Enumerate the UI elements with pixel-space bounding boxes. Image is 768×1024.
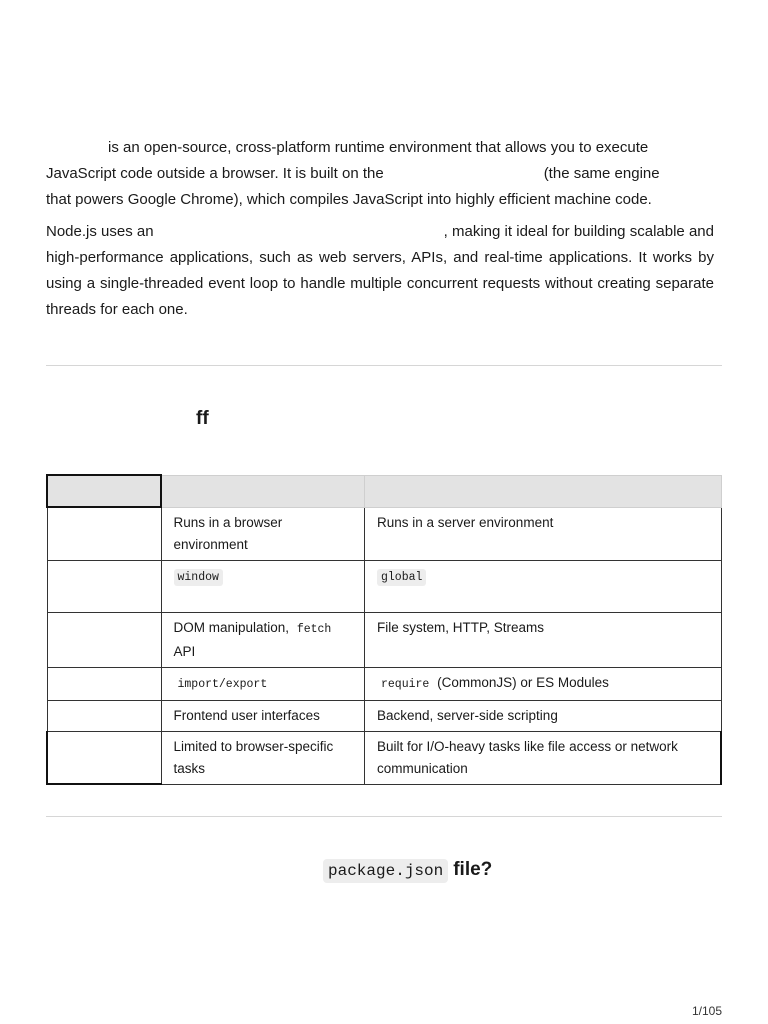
intro-text: , making it ideal for building scalable and high-performance applications, such as web servers, APIs, and real-time applications. It works by using a single-threaded event loop to handle multiple concurrent requests without creating separate threads for each one. (46, 223, 714, 318)
node-cell: File system, HTTP, Streams (365, 612, 722, 667)
code-snippet: require (381, 677, 430, 691)
header-cell-node (365, 475, 722, 507)
intro-text: (the same engine (543, 165, 660, 182)
intro-text: that powers Google Chrome), which compiles JavaScript into highly efficient machine code. (46, 191, 652, 208)
browser-cell (161, 667, 365, 700)
feature-cell (47, 560, 161, 612)
node-cell (365, 667, 722, 700)
intro-text: is an open-source, cross-platform runtime environment that allows you to execute (108, 139, 649, 156)
feature-cell (47, 667, 161, 700)
node-cell: Built for I/O-heavy tasks like file access or network communication (365, 731, 722, 784)
browser-cell (161, 612, 365, 667)
section-heading: ff (196, 408, 209, 429)
node-cell: Backend, server-side scripting (365, 700, 722, 731)
cell-text: API (173, 643, 196, 659)
feature-cell (47, 507, 161, 560)
header-cell-browser (161, 475, 365, 507)
section-divider (46, 816, 722, 817)
table-row (47, 560, 721, 612)
table-header-row (47, 475, 721, 507)
cell-text: DOM manipulation, (173, 619, 290, 635)
node-cell: Runs in a server environment (365, 507, 722, 560)
browser-cell: Runs in a browser environment (161, 507, 365, 560)
next-section-heading (323, 859, 492, 881)
code-snippet: window (174, 569, 223, 586)
feature-cell (47, 731, 161, 784)
feature-cell (47, 700, 161, 731)
code-snippet: fetch (296, 622, 332, 636)
table-row (47, 507, 721, 560)
intro-paragraph-1 (46, 135, 714, 213)
page-number: 1/105 (691, 1004, 722, 1018)
code-snippet: package.json (323, 859, 448, 883)
cell-text: (CommonJS) or ES Modules (437, 674, 609, 690)
table-row (47, 700, 721, 731)
section-divider (46, 365, 722, 366)
node-cell (365, 560, 722, 612)
feature-cell (47, 612, 161, 667)
browser-cell: Limited to browser-specific tasks (161, 731, 365, 784)
table-row (47, 731, 721, 784)
code-snippet: import/export (177, 677, 268, 691)
header-cell-feature (47, 475, 161, 507)
intro-text: JavaScript code outside a browser. It is built on the (46, 165, 384, 182)
table-row (47, 667, 721, 700)
intro-text: Node.js uses an (46, 223, 154, 240)
code-snippet: global (377, 569, 426, 586)
comparison-table (46, 474, 722, 785)
table-row (47, 612, 721, 667)
browser-cell: Frontend user interfaces (161, 700, 365, 731)
browser-cell (161, 560, 365, 612)
intro-paragraph-2 (46, 219, 714, 323)
heading-text: file? (453, 859, 493, 880)
